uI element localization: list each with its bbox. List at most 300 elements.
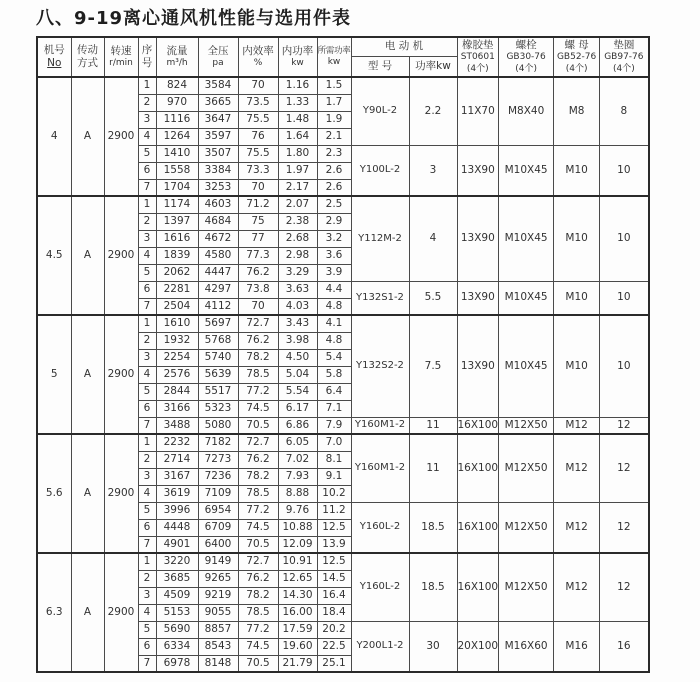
cell-fan-no: 4.5 bbox=[37, 196, 71, 315]
col-header-rubber-pad bbox=[457, 37, 499, 77]
cell-efficiency: 70.5 bbox=[238, 655, 278, 672]
fan-group-4 bbox=[37, 77, 649, 196]
cell-seq: 2 bbox=[138, 213, 156, 230]
cell-washer: 12 bbox=[600, 417, 649, 434]
cell-pressure: 3584 bbox=[198, 77, 238, 94]
cell-required-power: 4.8 bbox=[317, 298, 351, 315]
cell-efficiency: 72.7 bbox=[238, 553, 278, 570]
col-header-drive bbox=[71, 37, 104, 77]
cell-flow: 4509 bbox=[156, 587, 198, 604]
cell-motor-type: Y200L1-2 bbox=[351, 621, 409, 672]
cell-rubber-pad: 16X100 bbox=[457, 553, 499, 621]
cell-pressure: 3647 bbox=[198, 111, 238, 128]
col-header-washer-qty: (4个) bbox=[612, 63, 635, 74]
cell-motor-power: 5.5 bbox=[409, 281, 457, 315]
cell-required-power: 22.5 bbox=[317, 638, 351, 655]
cell-efficiency: 73.5 bbox=[238, 94, 278, 111]
cell-bolt: M12X50 bbox=[499, 553, 554, 621]
cell-internal-power: 2.38 bbox=[278, 213, 317, 230]
cell-pressure: 5517 bbox=[198, 383, 238, 400]
cell-washer: 12 bbox=[600, 553, 649, 621]
cell-required-power: 2.6 bbox=[317, 179, 351, 196]
cell-internal-power: 2.98 bbox=[278, 247, 317, 264]
cell-motor-power: 11 bbox=[409, 417, 457, 434]
cell-nut: M12 bbox=[554, 502, 600, 553]
cell-flow: 3619 bbox=[156, 485, 198, 502]
cell-seq: 1 bbox=[138, 196, 156, 213]
cell-internal-power: 7.93 bbox=[278, 468, 317, 485]
cell-internal-power: 10.88 bbox=[278, 519, 317, 536]
cell-pressure: 8148 bbox=[198, 655, 238, 672]
cell-efficiency: 73.3 bbox=[238, 162, 278, 179]
cell-flow: 1610 bbox=[156, 315, 198, 332]
col-header-motor-power bbox=[409, 56, 457, 77]
cell-internal-power: 5.04 bbox=[278, 366, 317, 383]
cell-motor-type: Y112M-2 bbox=[351, 196, 409, 281]
cell-motor-type: Y160L-2 bbox=[351, 553, 409, 621]
cell-pressure: 4580 bbox=[198, 247, 238, 264]
col-header-nut-qty: (4个) bbox=[565, 63, 588, 74]
cell-seq: 6 bbox=[138, 162, 156, 179]
cell-rubber-pad: 16X100 bbox=[457, 434, 499, 502]
cell-pressure: 3597 bbox=[198, 128, 238, 145]
cell-internal-power: 1.16 bbox=[278, 77, 317, 94]
cell-internal-power: 2.68 bbox=[278, 230, 317, 247]
cell-washer: 16 bbox=[600, 621, 649, 672]
cell-pressure: 9265 bbox=[198, 570, 238, 587]
cell-efficiency: 78.2 bbox=[238, 468, 278, 485]
table-row bbox=[37, 434, 649, 451]
col-header-washer-label: 垫圈 bbox=[613, 39, 635, 52]
cell-flow: 1558 bbox=[156, 162, 198, 179]
cell-seq: 1 bbox=[138, 434, 156, 451]
col-header-motor-power-label: 功率kw bbox=[415, 59, 451, 72]
col-header-speed bbox=[104, 37, 138, 77]
cell-nut: M12 bbox=[554, 434, 600, 502]
cell-seq: 4 bbox=[138, 604, 156, 621]
cell-internal-power: 7.02 bbox=[278, 451, 317, 468]
cell-flow: 3220 bbox=[156, 553, 198, 570]
cell-rubber-pad: 13X90 bbox=[457, 196, 499, 281]
cell-flow: 4448 bbox=[156, 519, 198, 536]
cell-required-power: 8.1 bbox=[317, 451, 351, 468]
col-header-washer bbox=[600, 37, 649, 77]
cell-required-power: 18.4 bbox=[317, 604, 351, 621]
fan-group-5 bbox=[37, 315, 649, 434]
cell-efficiency: 77.2 bbox=[238, 383, 278, 400]
cell-flow: 1116 bbox=[156, 111, 198, 128]
cell-pressure: 3253 bbox=[198, 179, 238, 196]
cell-seq: 2 bbox=[138, 332, 156, 349]
col-header-speed-label: 转速 bbox=[110, 44, 132, 57]
cell-pressure: 8543 bbox=[198, 638, 238, 655]
table-row bbox=[37, 196, 649, 213]
cell-washer: 10 bbox=[600, 281, 649, 315]
cell-required-power: 2.9 bbox=[317, 213, 351, 230]
cell-pressure: 9219 bbox=[198, 587, 238, 604]
cell-pressure: 7109 bbox=[198, 485, 238, 502]
cell-motor-power: 30 bbox=[409, 621, 457, 672]
cell-efficiency: 72.7 bbox=[238, 434, 278, 451]
cell-required-power: 7.1 bbox=[317, 400, 351, 417]
cell-nut: M10 bbox=[554, 315, 600, 417]
cell-drive-mode: A bbox=[71, 553, 104, 672]
col-header-seq-label: 序 bbox=[141, 43, 153, 56]
cell-pressure: 9055 bbox=[198, 604, 238, 621]
cell-washer: 12 bbox=[600, 502, 649, 553]
col-header-bolt-qty: (4个) bbox=[515, 63, 537, 74]
cell-motor-power: 18.5 bbox=[409, 502, 457, 553]
cell-required-power: 3.2 bbox=[317, 230, 351, 247]
cell-internal-power: 19.60 bbox=[278, 638, 317, 655]
cell-flow: 3685 bbox=[156, 570, 198, 587]
cell-efficiency: 78.5 bbox=[238, 366, 278, 383]
col-header-internal-power bbox=[278, 37, 317, 77]
cell-fan-no: 6.3 bbox=[37, 553, 71, 672]
cell-flow: 2844 bbox=[156, 383, 198, 400]
cell-motor-type: Y160M1-2 bbox=[351, 417, 409, 434]
cell-nut: M12 bbox=[554, 553, 600, 621]
cell-nut: M10 bbox=[554, 196, 600, 281]
cell-internal-power: 21.79 bbox=[278, 655, 317, 672]
cell-flow: 1839 bbox=[156, 247, 198, 264]
cell-seq: 1 bbox=[138, 553, 156, 570]
cell-nut: M10 bbox=[554, 145, 600, 196]
cell-efficiency: 70 bbox=[238, 77, 278, 94]
cell-internal-power: 1.97 bbox=[278, 162, 317, 179]
cell-fan-no: 5.6 bbox=[37, 434, 71, 553]
col-header-efficiency-unit: % bbox=[253, 57, 263, 68]
cell-rubber-pad: 13X90 bbox=[457, 281, 499, 315]
cell-bolt: M12X50 bbox=[499, 502, 554, 553]
col-header-fan-no-label: 机号 bbox=[43, 43, 65, 56]
cell-efficiency: 75.5 bbox=[238, 111, 278, 128]
cell-flow: 3996 bbox=[156, 502, 198, 519]
cell-bolt: M12X50 bbox=[499, 434, 554, 502]
cell-efficiency: 70.5 bbox=[238, 536, 278, 553]
cell-internal-power: 4.03 bbox=[278, 298, 317, 315]
cell-drive-mode: A bbox=[71, 77, 104, 196]
cell-flow: 2062 bbox=[156, 264, 198, 281]
cell-pressure: 4112 bbox=[198, 298, 238, 315]
cell-flow: 6334 bbox=[156, 638, 198, 655]
col-header-pressure bbox=[198, 37, 238, 77]
fan-group-4.5 bbox=[37, 196, 649, 315]
col-header-rubber-pad-qty: (4个) bbox=[466, 63, 489, 74]
cell-seq: 3 bbox=[138, 111, 156, 128]
cell-nut: M12 bbox=[554, 417, 600, 434]
cell-rubber-pad: 16X100 bbox=[457, 417, 499, 434]
cell-efficiency: 76.2 bbox=[238, 451, 278, 468]
cell-rubber-pad: 11X70 bbox=[457, 77, 499, 145]
cell-nut: M10 bbox=[554, 281, 600, 315]
cell-efficiency: 70.5 bbox=[238, 417, 278, 434]
cell-rubber-pad: 13X90 bbox=[457, 315, 499, 417]
cell-internal-power: 16.00 bbox=[278, 604, 317, 621]
cell-internal-power: 5.54 bbox=[278, 383, 317, 400]
cell-flow: 2714 bbox=[156, 451, 198, 468]
cell-flow: 1410 bbox=[156, 145, 198, 162]
cell-internal-power: 9.76 bbox=[278, 502, 317, 519]
cell-pressure: 5323 bbox=[198, 400, 238, 417]
cell-motor-type: Y90L-2 bbox=[351, 77, 409, 145]
cell-pressure: 8857 bbox=[198, 621, 238, 638]
col-header-flow-unit: m³/h bbox=[166, 57, 188, 68]
cell-pressure: 9149 bbox=[198, 553, 238, 570]
col-header-flow bbox=[156, 37, 198, 77]
col-header-washer-std: GB97-76 bbox=[604, 52, 644, 63]
col-header-required-power bbox=[317, 37, 351, 77]
cell-required-power: 3.9 bbox=[317, 264, 351, 281]
cell-internal-power: 6.86 bbox=[278, 417, 317, 434]
col-header-pressure-label: 全压 bbox=[207, 44, 229, 57]
cell-internal-power: 4.50 bbox=[278, 349, 317, 366]
cell-internal-power: 12.65 bbox=[278, 570, 317, 587]
cell-pressure: 6400 bbox=[198, 536, 238, 553]
cell-motor-power: 7.5 bbox=[409, 315, 457, 417]
cell-bolt: M10X45 bbox=[499, 145, 554, 196]
cell-pressure: 7182 bbox=[198, 434, 238, 451]
cell-required-power: 6.4 bbox=[317, 383, 351, 400]
cell-efficiency: 78.5 bbox=[238, 604, 278, 621]
cell-seq: 7 bbox=[138, 536, 156, 553]
cell-internal-power: 17.59 bbox=[278, 621, 317, 638]
cell-efficiency: 77.2 bbox=[238, 621, 278, 638]
cell-internal-power: 1.80 bbox=[278, 145, 317, 162]
cell-flow: 824 bbox=[156, 77, 198, 94]
cell-drive-mode: A bbox=[71, 434, 104, 553]
col-header-nut-label: 螺 母 bbox=[564, 39, 589, 52]
cell-flow: 3167 bbox=[156, 468, 198, 485]
col-header-motor-type-label: 型 号 bbox=[367, 59, 393, 72]
cell-pressure: 4684 bbox=[198, 213, 238, 230]
cell-pressure: 5639 bbox=[198, 366, 238, 383]
cell-efficiency: 70 bbox=[238, 298, 278, 315]
cell-efficiency: 78.2 bbox=[238, 587, 278, 604]
col-header-bolt bbox=[499, 37, 554, 77]
cell-flow: 2254 bbox=[156, 349, 198, 366]
cell-seq: 3 bbox=[138, 349, 156, 366]
cell-required-power: 1.9 bbox=[317, 111, 351, 128]
cell-motor-type: Y132S2-2 bbox=[351, 315, 409, 417]
cell-required-power: 1.5 bbox=[317, 77, 351, 94]
cell-seq: 4 bbox=[138, 366, 156, 383]
cell-seq: 4 bbox=[138, 247, 156, 264]
cell-flow: 2232 bbox=[156, 434, 198, 451]
cell-flow: 6978 bbox=[156, 655, 198, 672]
cell-bolt: M16X60 bbox=[499, 621, 554, 672]
cell-pressure: 4447 bbox=[198, 264, 238, 281]
cell-efficiency: 74.5 bbox=[238, 400, 278, 417]
table-row bbox=[37, 77, 649, 94]
cell-rubber-pad: 20X100 bbox=[457, 621, 499, 672]
cell-speed: 2900 bbox=[104, 434, 138, 553]
cell-required-power: 3.6 bbox=[317, 247, 351, 264]
col-header-seq-label2: 号 bbox=[141, 57, 153, 69]
col-header-bolt-label: 螺栓 bbox=[515, 39, 537, 52]
cell-motor-power: 4 bbox=[409, 196, 457, 281]
cell-internal-power: 1.64 bbox=[278, 128, 317, 145]
cell-seq: 4 bbox=[138, 485, 156, 502]
fan-group-5.6 bbox=[37, 434, 649, 553]
col-header-internal-power-unit: kw bbox=[291, 57, 304, 68]
cell-internal-power: 12.09 bbox=[278, 536, 317, 553]
cell-required-power: 2.5 bbox=[317, 196, 351, 213]
cell-efficiency: 77.2 bbox=[238, 502, 278, 519]
col-header-rubber-pad-label: 橡胶垫 bbox=[462, 39, 494, 52]
cell-required-power: 16.4 bbox=[317, 587, 351, 604]
cell-seq: 6 bbox=[138, 519, 156, 536]
cell-motor-power: 3 bbox=[409, 145, 457, 196]
cell-rubber-pad: 13X90 bbox=[457, 145, 499, 196]
cell-seq: 6 bbox=[138, 281, 156, 298]
cell-seq: 7 bbox=[138, 417, 156, 434]
cell-pressure: 7273 bbox=[198, 451, 238, 468]
cell-flow: 970 bbox=[156, 94, 198, 111]
col-header-fan-no-unit: No bbox=[47, 57, 62, 69]
cell-seq: 2 bbox=[138, 451, 156, 468]
cell-flow: 2504 bbox=[156, 298, 198, 315]
cell-bolt: M10X45 bbox=[499, 196, 554, 281]
col-header-efficiency-label: 内效率 bbox=[242, 44, 274, 57]
cell-internal-power: 3.63 bbox=[278, 281, 317, 298]
cell-nut: M16 bbox=[554, 621, 600, 672]
cell-bolt: M10X45 bbox=[499, 315, 554, 417]
cell-efficiency: 77.3 bbox=[238, 247, 278, 264]
cell-flow: 1264 bbox=[156, 128, 198, 145]
cell-flow: 1397 bbox=[156, 213, 198, 230]
cell-internal-power: 2.07 bbox=[278, 196, 317, 213]
cell-internal-power: 3.98 bbox=[278, 332, 317, 349]
cell-motor-power: 18.5 bbox=[409, 553, 457, 621]
cell-pressure: 3665 bbox=[198, 94, 238, 111]
cell-seq: 5 bbox=[138, 502, 156, 519]
col-header-rubber-pad-std: ST0601 bbox=[460, 52, 495, 63]
cell-seq: 5 bbox=[138, 145, 156, 162]
cell-washer: 12 bbox=[600, 434, 649, 502]
cell-efficiency: 76 bbox=[238, 128, 278, 145]
cell-rubber-pad: 16X100 bbox=[457, 502, 499, 553]
col-header-motor-label: 电 动 机 bbox=[384, 40, 424, 53]
col-header-nut bbox=[554, 37, 600, 77]
fan-performance-table bbox=[36, 36, 650, 673]
cell-required-power: 7.9 bbox=[317, 417, 351, 434]
cell-efficiency: 75.5 bbox=[238, 145, 278, 162]
cell-efficiency: 73.8 bbox=[238, 281, 278, 298]
cell-required-power: 25.1 bbox=[317, 655, 351, 672]
cell-seq: 2 bbox=[138, 94, 156, 111]
col-header-internal-power-label: 内功率 bbox=[281, 44, 314, 57]
cell-required-power: 7.0 bbox=[317, 434, 351, 451]
cell-seq: 4 bbox=[138, 128, 156, 145]
cell-flow: 2281 bbox=[156, 281, 198, 298]
cell-efficiency: 77 bbox=[238, 230, 278, 247]
col-header-seq bbox=[138, 37, 156, 77]
cell-pressure: 4672 bbox=[198, 230, 238, 247]
cell-internal-power: 6.05 bbox=[278, 434, 317, 451]
cell-fan-no: 5 bbox=[37, 315, 71, 434]
cell-pressure: 5697 bbox=[198, 315, 238, 332]
cell-efficiency: 74.5 bbox=[238, 519, 278, 536]
cell-internal-power: 3.29 bbox=[278, 264, 317, 281]
cell-efficiency: 71.2 bbox=[238, 196, 278, 213]
cell-efficiency: 70 bbox=[238, 179, 278, 196]
cell-flow: 1704 bbox=[156, 179, 198, 196]
cell-seq: 2 bbox=[138, 570, 156, 587]
cell-efficiency: 78.2 bbox=[238, 349, 278, 366]
cell-required-power: 5.4 bbox=[317, 349, 351, 366]
cell-required-power: 20.2 bbox=[317, 621, 351, 638]
cell-pressure: 7236 bbox=[198, 468, 238, 485]
cell-pressure: 4297 bbox=[198, 281, 238, 298]
cell-seq: 5 bbox=[138, 621, 156, 638]
col-header-drive-label2: 方式 bbox=[77, 57, 98, 69]
col-header-efficiency bbox=[238, 37, 278, 77]
cell-flow: 3488 bbox=[156, 417, 198, 434]
cell-flow: 5153 bbox=[156, 604, 198, 621]
cell-efficiency: 76.2 bbox=[238, 332, 278, 349]
cell-pressure: 4603 bbox=[198, 196, 238, 213]
cell-flow: 1174 bbox=[156, 196, 198, 213]
cell-efficiency: 72.7 bbox=[238, 315, 278, 332]
cell-required-power: 10.2 bbox=[317, 485, 351, 502]
cell-seq: 6 bbox=[138, 400, 156, 417]
cell-drive-mode: A bbox=[71, 196, 104, 315]
cell-motor-type: Y160M1-2 bbox=[351, 434, 409, 502]
cell-required-power: 12.5 bbox=[317, 553, 351, 570]
cell-internal-power: 2.17 bbox=[278, 179, 317, 196]
col-header-flow-label: 流量 bbox=[166, 44, 188, 57]
cell-efficiency: 75 bbox=[238, 213, 278, 230]
cell-pressure: 5080 bbox=[198, 417, 238, 434]
col-header-fan-no bbox=[37, 37, 71, 77]
cell-required-power: 4.1 bbox=[317, 315, 351, 332]
col-header-bolt-std: GB30-76 bbox=[506, 52, 546, 63]
col-header-required-power-unit: kw bbox=[327, 56, 341, 67]
cell-washer: 10 bbox=[600, 145, 649, 196]
table-row bbox=[37, 315, 649, 332]
cell-efficiency: 76.2 bbox=[238, 570, 278, 587]
col-header-motor-type bbox=[351, 56, 409, 77]
cell-required-power: 2.6 bbox=[317, 162, 351, 179]
cell-pressure: 5768 bbox=[198, 332, 238, 349]
cell-flow: 1616 bbox=[156, 230, 198, 247]
cell-speed: 2900 bbox=[104, 315, 138, 434]
cell-flow: 3166 bbox=[156, 400, 198, 417]
cell-seq: 7 bbox=[138, 298, 156, 315]
cell-flow: 4901 bbox=[156, 536, 198, 553]
cell-pressure: 5740 bbox=[198, 349, 238, 366]
cell-seq: 1 bbox=[138, 315, 156, 332]
page-title: 八、9-19离心通风机性能与选用件表 bbox=[36, 8, 352, 29]
cell-seq: 3 bbox=[138, 230, 156, 247]
cell-washer: 10 bbox=[600, 196, 649, 281]
cell-motor-type: Y100L-2 bbox=[351, 145, 409, 196]
cell-internal-power: 1.33 bbox=[278, 94, 317, 111]
cell-required-power: 13.9 bbox=[317, 536, 351, 553]
cell-washer: 8 bbox=[600, 77, 649, 145]
cell-internal-power: 8.88 bbox=[278, 485, 317, 502]
col-header-speed-unit: r/min bbox=[109, 57, 133, 68]
cell-speed: 2900 bbox=[104, 196, 138, 315]
cell-required-power: 9.1 bbox=[317, 468, 351, 485]
cell-seq: 6 bbox=[138, 638, 156, 655]
cell-motor-power: 2.2 bbox=[409, 77, 457, 145]
cell-seq: 7 bbox=[138, 179, 156, 196]
cell-flow: 1932 bbox=[156, 332, 198, 349]
cell-seq: 5 bbox=[138, 383, 156, 400]
cell-internal-power: 6.17 bbox=[278, 400, 317, 417]
